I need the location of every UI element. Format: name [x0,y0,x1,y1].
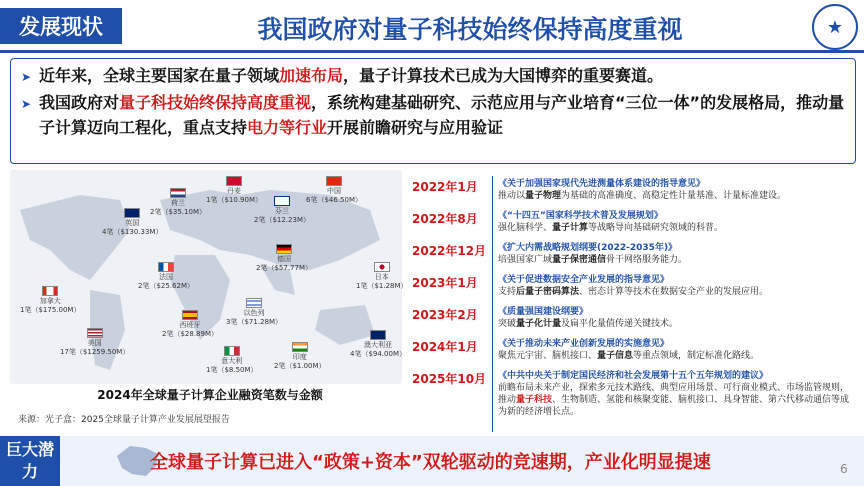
timeline-description: 强化脑科学、量子计算等战略导向基础研究领域的科普。 [498,223,724,233]
header-divider [0,50,864,53]
map-caption: 2024年全球量子计算企业融资笔数与金额 [97,388,323,402]
timeline-year: 2023年2月 [412,308,478,322]
country-netherlands: 荷兰 2笔（$35.10M） [150,188,206,217]
timeline-year: 2022年8月 [412,212,478,226]
timeline-axis [492,176,493,432]
country-china: 中国 6笔（$46.50M） [306,176,362,205]
country-japan: 日本 1笔（$1.28M） [356,262,408,291]
bullet-highlight: 电力等行业 [247,118,328,137]
country-uk: 英国 4笔（$130.33M） [102,208,162,237]
netherlands-flag-icon [170,188,186,198]
timeline-description: 前瞻布局未来产业，探索多元技术路线、典型应用场景、可行商业模式、市场监管规则，推动量子科技、生物制造、氢能和核聚变能、脑机接口、具身智能、第六代移动通信等成为新的经济增长点。 [498,383,850,417]
denmark-flag-icon [226,176,242,186]
china-flag-icon [326,176,342,186]
country-india: 印度 2笔（$1.00M） [274,342,326,371]
conclusion-tag: 巨大潜力 [0,436,60,486]
france-flag-icon [158,262,174,272]
country-israel: 以色列 3笔（$71.28M） [226,298,282,327]
timeline-description: 培强国家广域量子保密通信骨干网络服务能力。 [498,255,688,265]
bullet-arrow-icon: ➤ [21,70,32,84]
timeline-document: 《中共中央关于制定国民经济和社会发展第十五个五年规划的建议》 [498,371,769,381]
japan-flag-icon [374,262,390,272]
israel-flag-icon [246,298,262,308]
timeline-description: 聚焦元宇宙、脑机接口、量子信息等重点领域，制定标准化路线。 [498,351,760,361]
australia-flag-icon [370,330,386,340]
timeline-document: 《“十四五”国家科学技术普及发展规划》 [498,211,663,221]
page-title: 我国政府对量子科技始终保持高度重视 [257,15,683,44]
timeline-document: 《扩大内需战略规划纲要(2022-2035年)》 [498,243,678,253]
world-map [10,170,408,384]
country-finland: 芬兰 2笔（$12.23M） [254,196,310,225]
timeline-document: 《关于推动未来产业创新发展的实施意见》 [498,339,670,349]
country-germany: 德国 2笔（$57.77M） [256,244,312,273]
uk-flag-icon [124,208,140,218]
timeline-description: 推动以量子物理为基础的高准确度、高稳定性计量基准、计量标准建设。 [498,191,787,201]
country-denmark: 丹麦 1笔（$10.90M） [206,176,262,205]
timeline-document: 《质量强国建设纲要》 [498,307,589,317]
bullet-text: ，量子计算技术已成为大国博弈的重要赛道。 [343,66,664,85]
timeline-year: 2024年1月 [412,340,478,354]
usa-flag-icon [87,328,103,338]
bullet-arrow-icon: ➤ [21,97,32,111]
source-note: 来源：光子盒：2025全球量子计算产业发展展望报告 [18,415,230,425]
timeline-description: 突破量子化计量及扁平化量值传递关键技术。 [498,319,679,329]
conclusion-text: 全球量子计算已进入“政策+资本”双轮驱动的竞速期，产业化明显提速 [150,452,711,473]
spain-flag-icon [182,310,198,320]
country-spain: 西班牙 2笔（$28.89M） [162,310,218,339]
canada-flag-icon [42,286,58,296]
country-canada: 加拿大 1笔（$175.00M） [20,286,80,315]
intro-bullet-2 [21,90,845,140]
intro-box [10,58,856,164]
country-italy: 意大利 1笔（$8.50M） [206,346,258,375]
italy-flag-icon [224,346,240,356]
timeline-document: 《关于加强国家现代先进测量体系建设的指导意见》 [498,179,706,189]
bullet-text: 开展前瞻研究与应用验证 [327,118,504,137]
timeline-year: 2022年1月 [412,180,478,194]
bullet-highlight: 量子科技始终保持高度重视 [119,93,312,112]
bullet-highlight: 加速布局 [279,66,344,85]
country-usa: 美国 17笔（$1259.50M） [60,328,129,357]
bullet-text: 近年来，全球主要国家在量子领域 [39,66,280,85]
timeline-year: 2023年1月 [412,276,478,290]
section-tag: 发展现状 [0,8,122,44]
timeline-year: 2025年10月 [412,372,487,386]
country-france: 法国 2笔（$25.62M） [138,262,194,291]
india-flag-icon [292,342,308,352]
bullet-text: 我国政府对 [39,93,120,112]
timeline-year: 2022年12月 [412,244,487,258]
germany-flag-icon [276,244,292,254]
intro-bullet-1 [21,63,845,90]
university-seal-icon: ★ [812,4,858,50]
page-number: 6 [840,462,848,476]
timeline-document: 《关于促进数据安全产业发展的指导意见》 [498,275,670,285]
finland-flag-icon [274,196,290,206]
country-australia: 澳大利亚 4笔（$94.00M） [350,330,406,359]
timeline-description: 支持后量子密码算法、密态计算等技术在数据安全产业的发展应用。 [498,287,769,297]
bullet-text: ，系统构建基础研究、示范应用与产业培育“三位一体”的发展格局，推动量子计算迈向工程化，重点支持 [39,93,845,137]
